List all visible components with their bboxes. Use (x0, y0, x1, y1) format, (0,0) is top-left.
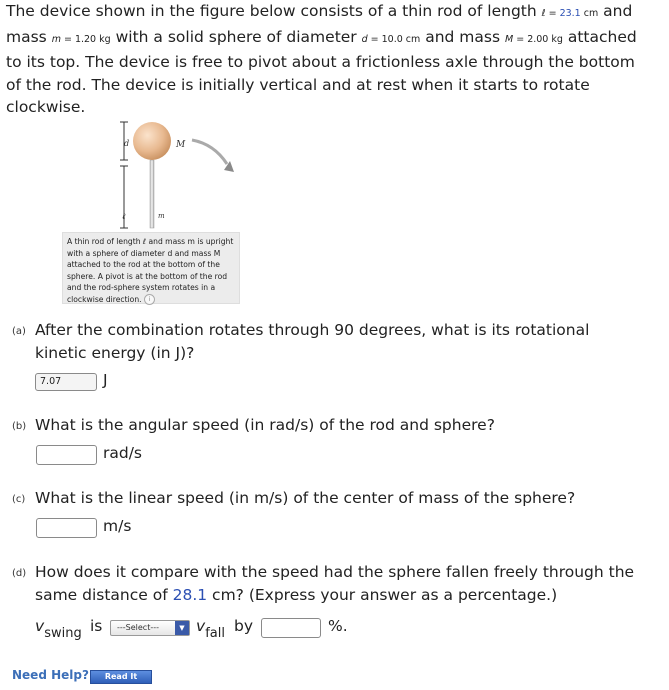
v-fall-label (196, 617, 225, 641)
question-d-line (35, 584, 634, 607)
distance-value: 28.1 (172, 585, 208, 604)
clockwise-arrow-icon (192, 140, 227, 164)
select-value: ---Select--- (117, 623, 159, 632)
caption-text: A thin rod of length ℓ and mass m is upright with a sphere of diameter d and mass M attached to the rod at the bottom of the sphere. A pivot is at the bottom of the rod and the rod-sphere system rotates in a clockwise direction. (67, 237, 234, 304)
question-d-line-part: cm? (Express your answer as a percentage.) (207, 585, 558, 604)
fall-subscript: fall (205, 626, 225, 641)
question-d-line-part: same distance of (35, 585, 173, 604)
answer-b-field[interactable] (36, 445, 97, 465)
intro-text: mass (6, 27, 52, 46)
question-b-letter: (b) (12, 421, 27, 432)
answer-a-field[interactable]: 7.07 (35, 373, 97, 391)
v-symbol: v (35, 617, 45, 635)
need-help-label: Need Help? (12, 668, 89, 682)
is-text: is (90, 617, 103, 635)
answer-a-unit: J (103, 371, 108, 389)
diameter-value: = 10.0 cm (367, 33, 421, 45)
diameter-symbol: d (361, 33, 368, 45)
sphere (133, 122, 171, 160)
by-text: by (234, 617, 254, 635)
problem-statement (6, 0, 666, 119)
sphere-mass-value: = 2.00 kg (513, 33, 563, 45)
length-unit: cm (580, 8, 599, 19)
label-d: d (124, 139, 130, 148)
question-d-line: How does it compare with the speed had the sphere fallen freely through the (35, 563, 635, 581)
intro-line-1 (6, 0, 666, 26)
label-M: M (176, 140, 186, 150)
intro-text: The device shown in the figure below consists of a thin rod of length (6, 2, 542, 20)
question-d-letter: (d) (12, 568, 27, 579)
figure-caption (62, 232, 240, 304)
question-c-letter: (c) (12, 494, 26, 505)
label-l: ℓ (122, 212, 126, 221)
answer-c-field[interactable] (36, 518, 97, 538)
answer-b-unit: rad/s (103, 444, 143, 462)
question-b-text: What is the angular speed (in rad/s) of the rod and sphere? (35, 416, 495, 434)
rod-mass-symbol: m (51, 33, 61, 45)
intro-line-5: clockwise. (6, 98, 86, 116)
read-it-button[interactable]: Read It (90, 670, 152, 684)
length-equals: = (545, 8, 560, 19)
rod-mass-value: = 1.20 kg (60, 33, 111, 45)
v-swing-label (35, 617, 82, 641)
length-symbol: ℓ (541, 8, 546, 19)
sphere-mass-symbol: M (505, 33, 514, 45)
question-d-text (35, 561, 634, 606)
percent-label: %. (328, 617, 348, 635)
swing-subscript: swing (44, 626, 82, 641)
intro-line-3: to its top. The device is free to pivot about a frictionless axle through the bottom (6, 53, 635, 71)
label-m: m (158, 212, 165, 220)
intro-text: attached (562, 27, 637, 46)
chevron-down-icon: ▼ (175, 621, 189, 635)
question-a-line: After the combination rotates through 90 degrees, what is its rotational (35, 321, 590, 339)
intro-text: and mass (420, 27, 505, 46)
intro-line-4: of the rod. The device is initially vertical and at rest when it starts to rotate (6, 75, 590, 94)
intro-text: with a solid sphere of diameter (110, 27, 362, 46)
v-symbol: v (196, 617, 206, 635)
rod (150, 160, 154, 228)
answer-d-field[interactable] (261, 618, 321, 638)
length-value: 23.1 (559, 8, 581, 19)
question-c-text: What is the linear speed (in m/s) of the center of mass of the sphere? (35, 489, 576, 507)
intro-line-2 (6, 26, 666, 52)
intro-text: and (598, 2, 633, 20)
question-a-text (35, 319, 589, 364)
answer-c-unit: m/s (103, 517, 132, 535)
question-a-line: kinetic energy (in J)? (35, 343, 195, 362)
info-icon[interactable]: i (144, 294, 155, 305)
question-a-letter: (a) (12, 326, 26, 337)
comparison-select[interactable] (110, 620, 190, 636)
